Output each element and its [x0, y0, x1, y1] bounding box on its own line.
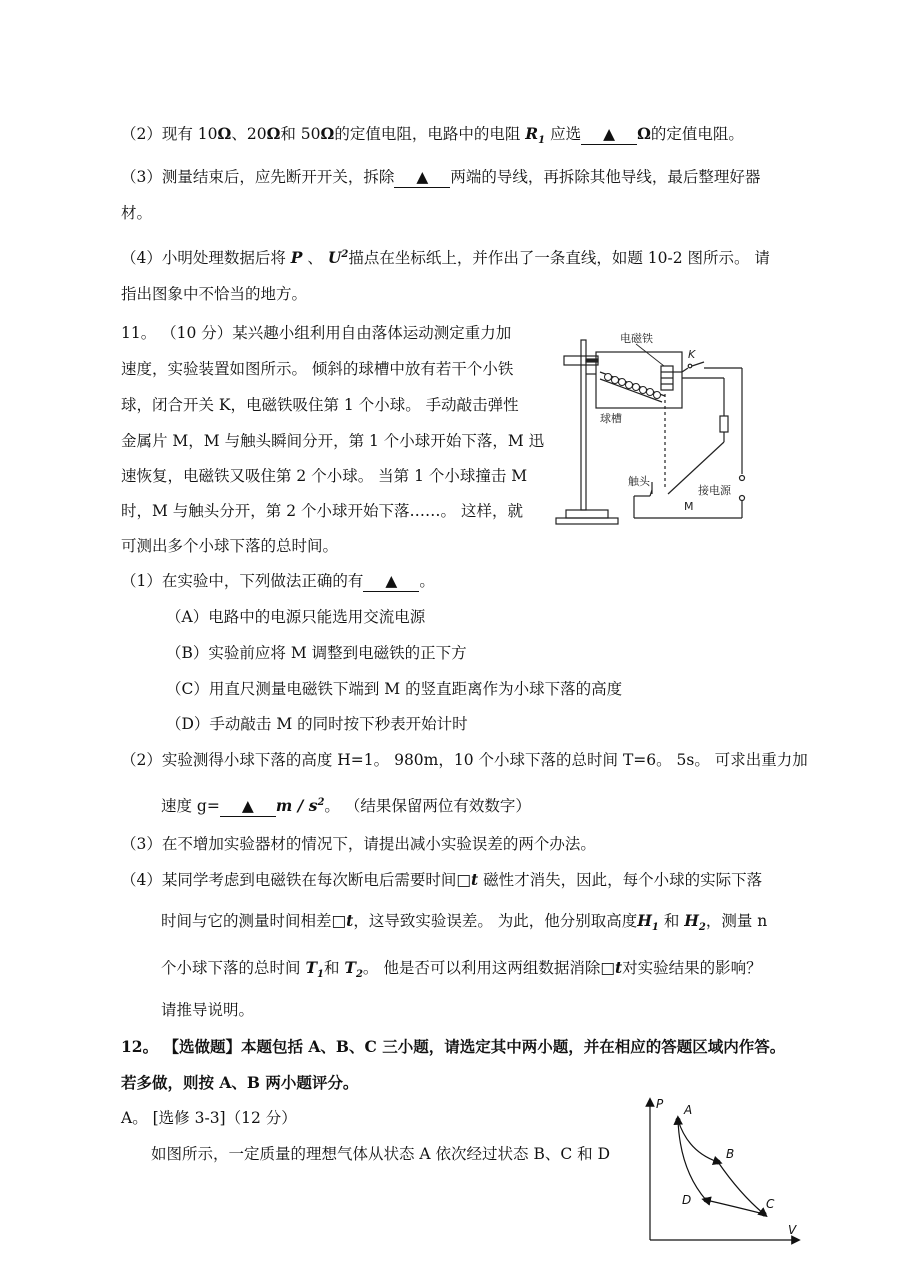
answer-blank[interactable]: ▲ — [220, 796, 276, 817]
q12a-title: A。 [选修 3-3]（12 分） — [121, 1109, 297, 1127]
option-c: （C）用直尺测量电磁铁下端到 M 的竖直距离作为小球下落的高度 — [166, 680, 623, 698]
option-d: （D）手动敲击 M 的同时按下秒表开始计时 — [166, 715, 468, 733]
answer-blank[interactable]: ▲ — [363, 571, 419, 592]
label-electromagnet: 电磁铁 — [620, 332, 653, 345]
q10-part4-cont: 指出图象中不恰当的地方。 — [121, 285, 308, 303]
pv-graph — [636, 1094, 806, 1254]
q11-line: 速度，实验装置如图所示。 倾斜的球槽中放有若干个小铁 — [121, 360, 514, 378]
label-m: M — [684, 500, 694, 513]
q12-heading: 12。 【选做题】本题包括 A、B、C 三小题，请选定其中两小题，并在相应的答题区域内作答。 — [121, 1037, 786, 1056]
axis-p: P — [656, 1097, 664, 1111]
q11-line: 金属片 M，M 与触头瞬间分开，第 1 个小球开始下落，M 迅 — [121, 432, 545, 450]
axis-v: V — [788, 1223, 797, 1237]
q10-part3: （3）测量结束后，应先断开开关，拆除 ▲ 两端的导线，再拆除其他导线，最后整理好器 — [121, 168, 761, 186]
q11-part4-line3: 个小球下落的总时间 $T_1$和 $T_2$。 他是否可以利用这两组数据消除□t对实验结果的影响？ — [161, 958, 762, 981]
label-power: 接电源 — [698, 484, 731, 497]
q10-part4: （4）小明处理数据后将 P 、 $U^2$描点在坐标纸上，并作出了一条直线，如题 10-2 图所示。 请 — [121, 248, 770, 268]
q11-part4-line2: 时间与它的测量时间相差□t，这导致实验误差。 为此，他分别取高度$H_1$ 和 $H_2$，测量 n — [161, 911, 768, 934]
point-b: B — [726, 1147, 735, 1161]
point-a: A — [684, 1103, 693, 1117]
label-contact: 触头 — [628, 475, 650, 488]
q11-line: 11。 （10 分）某兴趣小组利用自由落体运动测定重力加 — [121, 324, 512, 342]
q11-line: 速恢复，电磁铁又吸住第 2 个小球。 当第 1 个小球撞击 M — [121, 467, 528, 485]
answer-blank[interactable]: ▲ — [581, 124, 637, 145]
q11-line: 可测出多个小球下落的总时间。 — [121, 537, 339, 555]
q11-part1: （1）在实验中，下列做法正确的有 ▲ 。 — [121, 572, 435, 590]
answer-blank[interactable]: ▲ — [394, 167, 450, 188]
q12-heading-cont: 若多做，则按 A、B 两小题评分。 — [121, 1073, 359, 1092]
apparatus-figure — [548, 322, 768, 532]
q11-part3: （3）在不增加实验器材的情况下，请提出减小实验误差的两个办法。 — [121, 835, 596, 853]
q11-line: 球，闭合开关 K，电磁铁吸住第 1 个小球。 手动敲击弹性 — [121, 396, 519, 414]
q10-part3-cont: 材。 — [121, 204, 153, 222]
label-switch-k: K — [688, 348, 696, 361]
q11-line: 时，M 与触头分开，第 2 个小球开始下落……。 这样，就 — [121, 502, 523, 520]
q11-part4-line4: 请推导说明。 — [161, 1001, 255, 1019]
option-b: （B）实验前应将 M 调整到电磁铁的正下方 — [166, 644, 467, 662]
q12a-text: 如图所示，一定质量的理想气体从状态 A 依次经过状态 B、C 和 D — [151, 1145, 611, 1163]
point-c: C — [766, 1197, 775, 1211]
q11-part2: （2）实验测得小球下落的高度 H=1。 980m，10 个小球下落的总时间 T=6。 5s。 可求出重力加 — [121, 751, 808, 769]
q11-part2-cont: 速度 g= ▲ m / $s^2$。 （结果保留两位有效数字） — [161, 796, 531, 816]
point-d: D — [682, 1193, 692, 1207]
option-a: （A）电路中的电源只能选用交流电源 — [166, 608, 426, 626]
q11-part4: （4）某同学考虑到电磁铁在每次断电后需要时间□t 磁性才消失，因此，每个小球的实际下落 — [121, 870, 763, 889]
label-groove: 球槽 — [600, 412, 622, 425]
q10-part2: （2）现有 10Ω、20Ω和 50Ω的定值电阻，电路中的电阻 $R_1$ 应选 ▲ Ω的定值电阻。 — [121, 124, 744, 147]
